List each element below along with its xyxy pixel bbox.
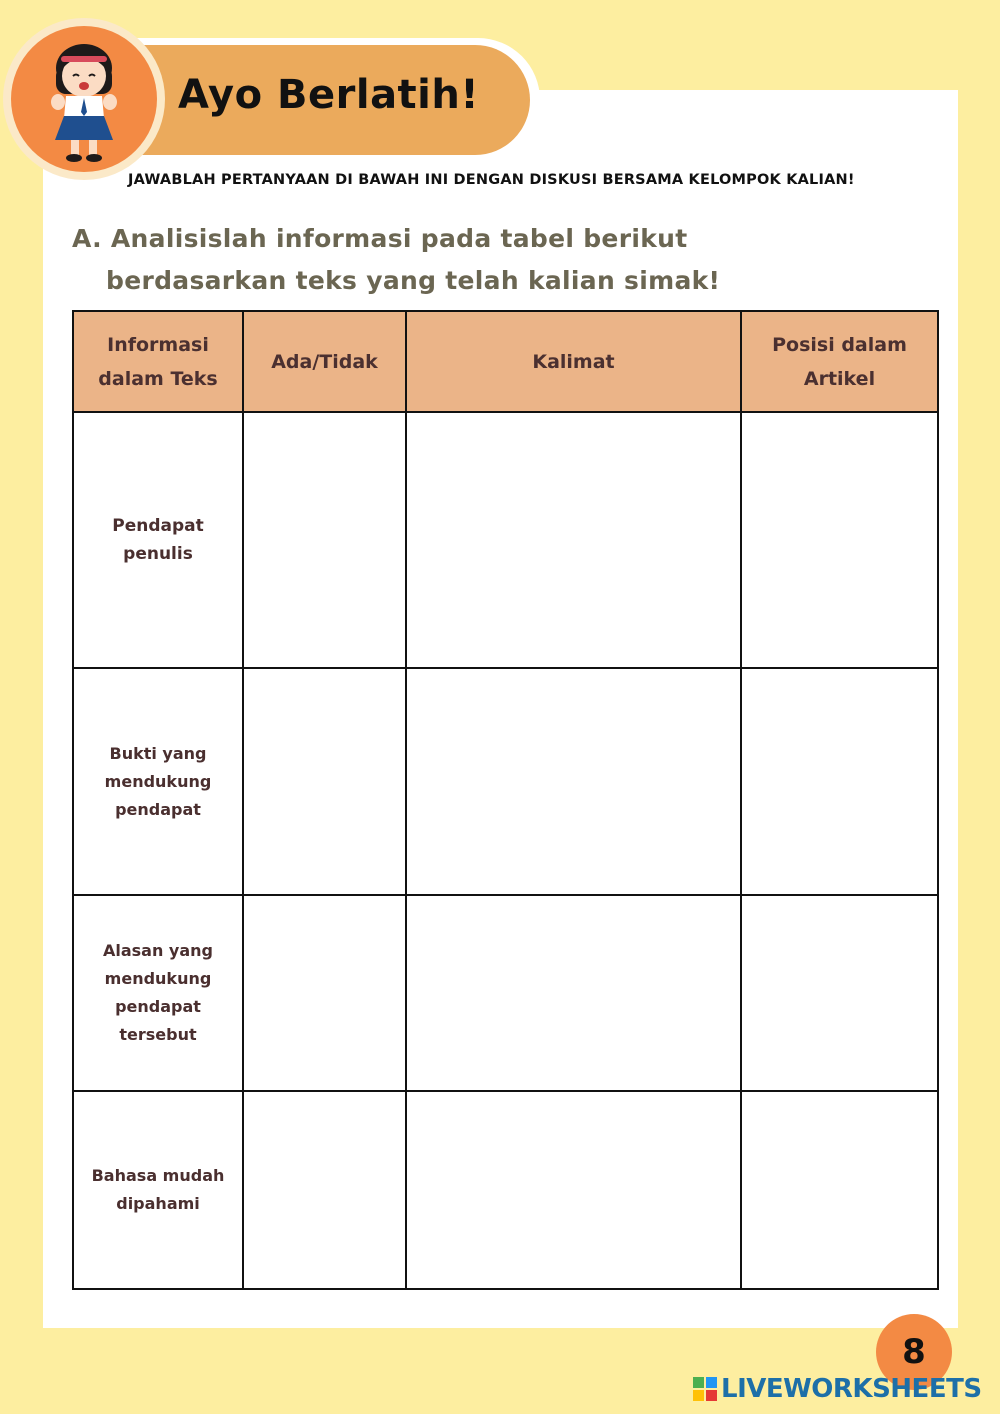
table-header-row bbox=[73, 311, 938, 412]
table-row bbox=[73, 895, 938, 1091]
student-avatar bbox=[11, 26, 157, 172]
answer-cell-ada-tidak[interactable] bbox=[243, 412, 406, 668]
answer-cell-kalimat[interactable] bbox=[406, 412, 741, 668]
table-row bbox=[73, 412, 938, 668]
answer-cell-kalimat[interactable] bbox=[406, 1091, 741, 1289]
row-label: Bukti yang mendukung pendapat bbox=[73, 668, 243, 895]
answer-cell-kalimat[interactable] bbox=[406, 895, 741, 1091]
answer-cell-ada-tidak[interactable] bbox=[243, 668, 406, 895]
answer-cell-posisi[interactable] bbox=[741, 895, 938, 1091]
answer-cell-ada-tidak[interactable] bbox=[243, 895, 406, 1091]
header-informasi: Informasi dalam Teks bbox=[73, 311, 243, 412]
student-girl-icon bbox=[11, 26, 157, 172]
question-line-2: berdasarkan teks yang telah kalian simak! bbox=[106, 266, 721, 295]
table-row bbox=[73, 668, 938, 895]
answer-cell-posisi[interactable] bbox=[741, 412, 938, 668]
answer-cell-posisi[interactable] bbox=[741, 668, 938, 895]
answer-cell-kalimat[interactable] bbox=[406, 668, 741, 895]
page-title: Ayo Berlatih! bbox=[178, 72, 480, 118]
header-kalimat: Kalimat bbox=[406, 311, 741, 412]
page-number: 8 bbox=[902, 1332, 926, 1372]
brand-name: LIVEWORKSHEETS bbox=[721, 1374, 982, 1404]
liveworksheets-logo-icon bbox=[693, 1377, 717, 1401]
row-label: Pendapat penulis bbox=[73, 412, 243, 668]
row-label: Alasan yang mendukung pendapat tersebut bbox=[73, 895, 243, 1091]
instruction-text: JAWABLAH PERTANYAAN DI BAWAH INI DENGAN DISKUSI BERSAMA KELOMPOK KALIAN! bbox=[128, 172, 855, 188]
question-a bbox=[72, 218, 872, 302]
question-line-1: A. Analisislah informasi pada tabel berikut bbox=[72, 224, 688, 253]
answer-cell-posisi[interactable] bbox=[741, 1091, 938, 1289]
answer-cell-ada-tidak[interactable] bbox=[243, 1091, 406, 1289]
analysis-table bbox=[72, 310, 939, 1290]
brand-footer bbox=[693, 1374, 982, 1404]
header-ada-tidak: Ada/Tidak bbox=[243, 311, 406, 412]
table-row bbox=[73, 1091, 938, 1289]
row-label: Bahasa mudah dipahami bbox=[73, 1091, 243, 1289]
header-posisi: Posisi dalam Artikel bbox=[741, 311, 938, 412]
